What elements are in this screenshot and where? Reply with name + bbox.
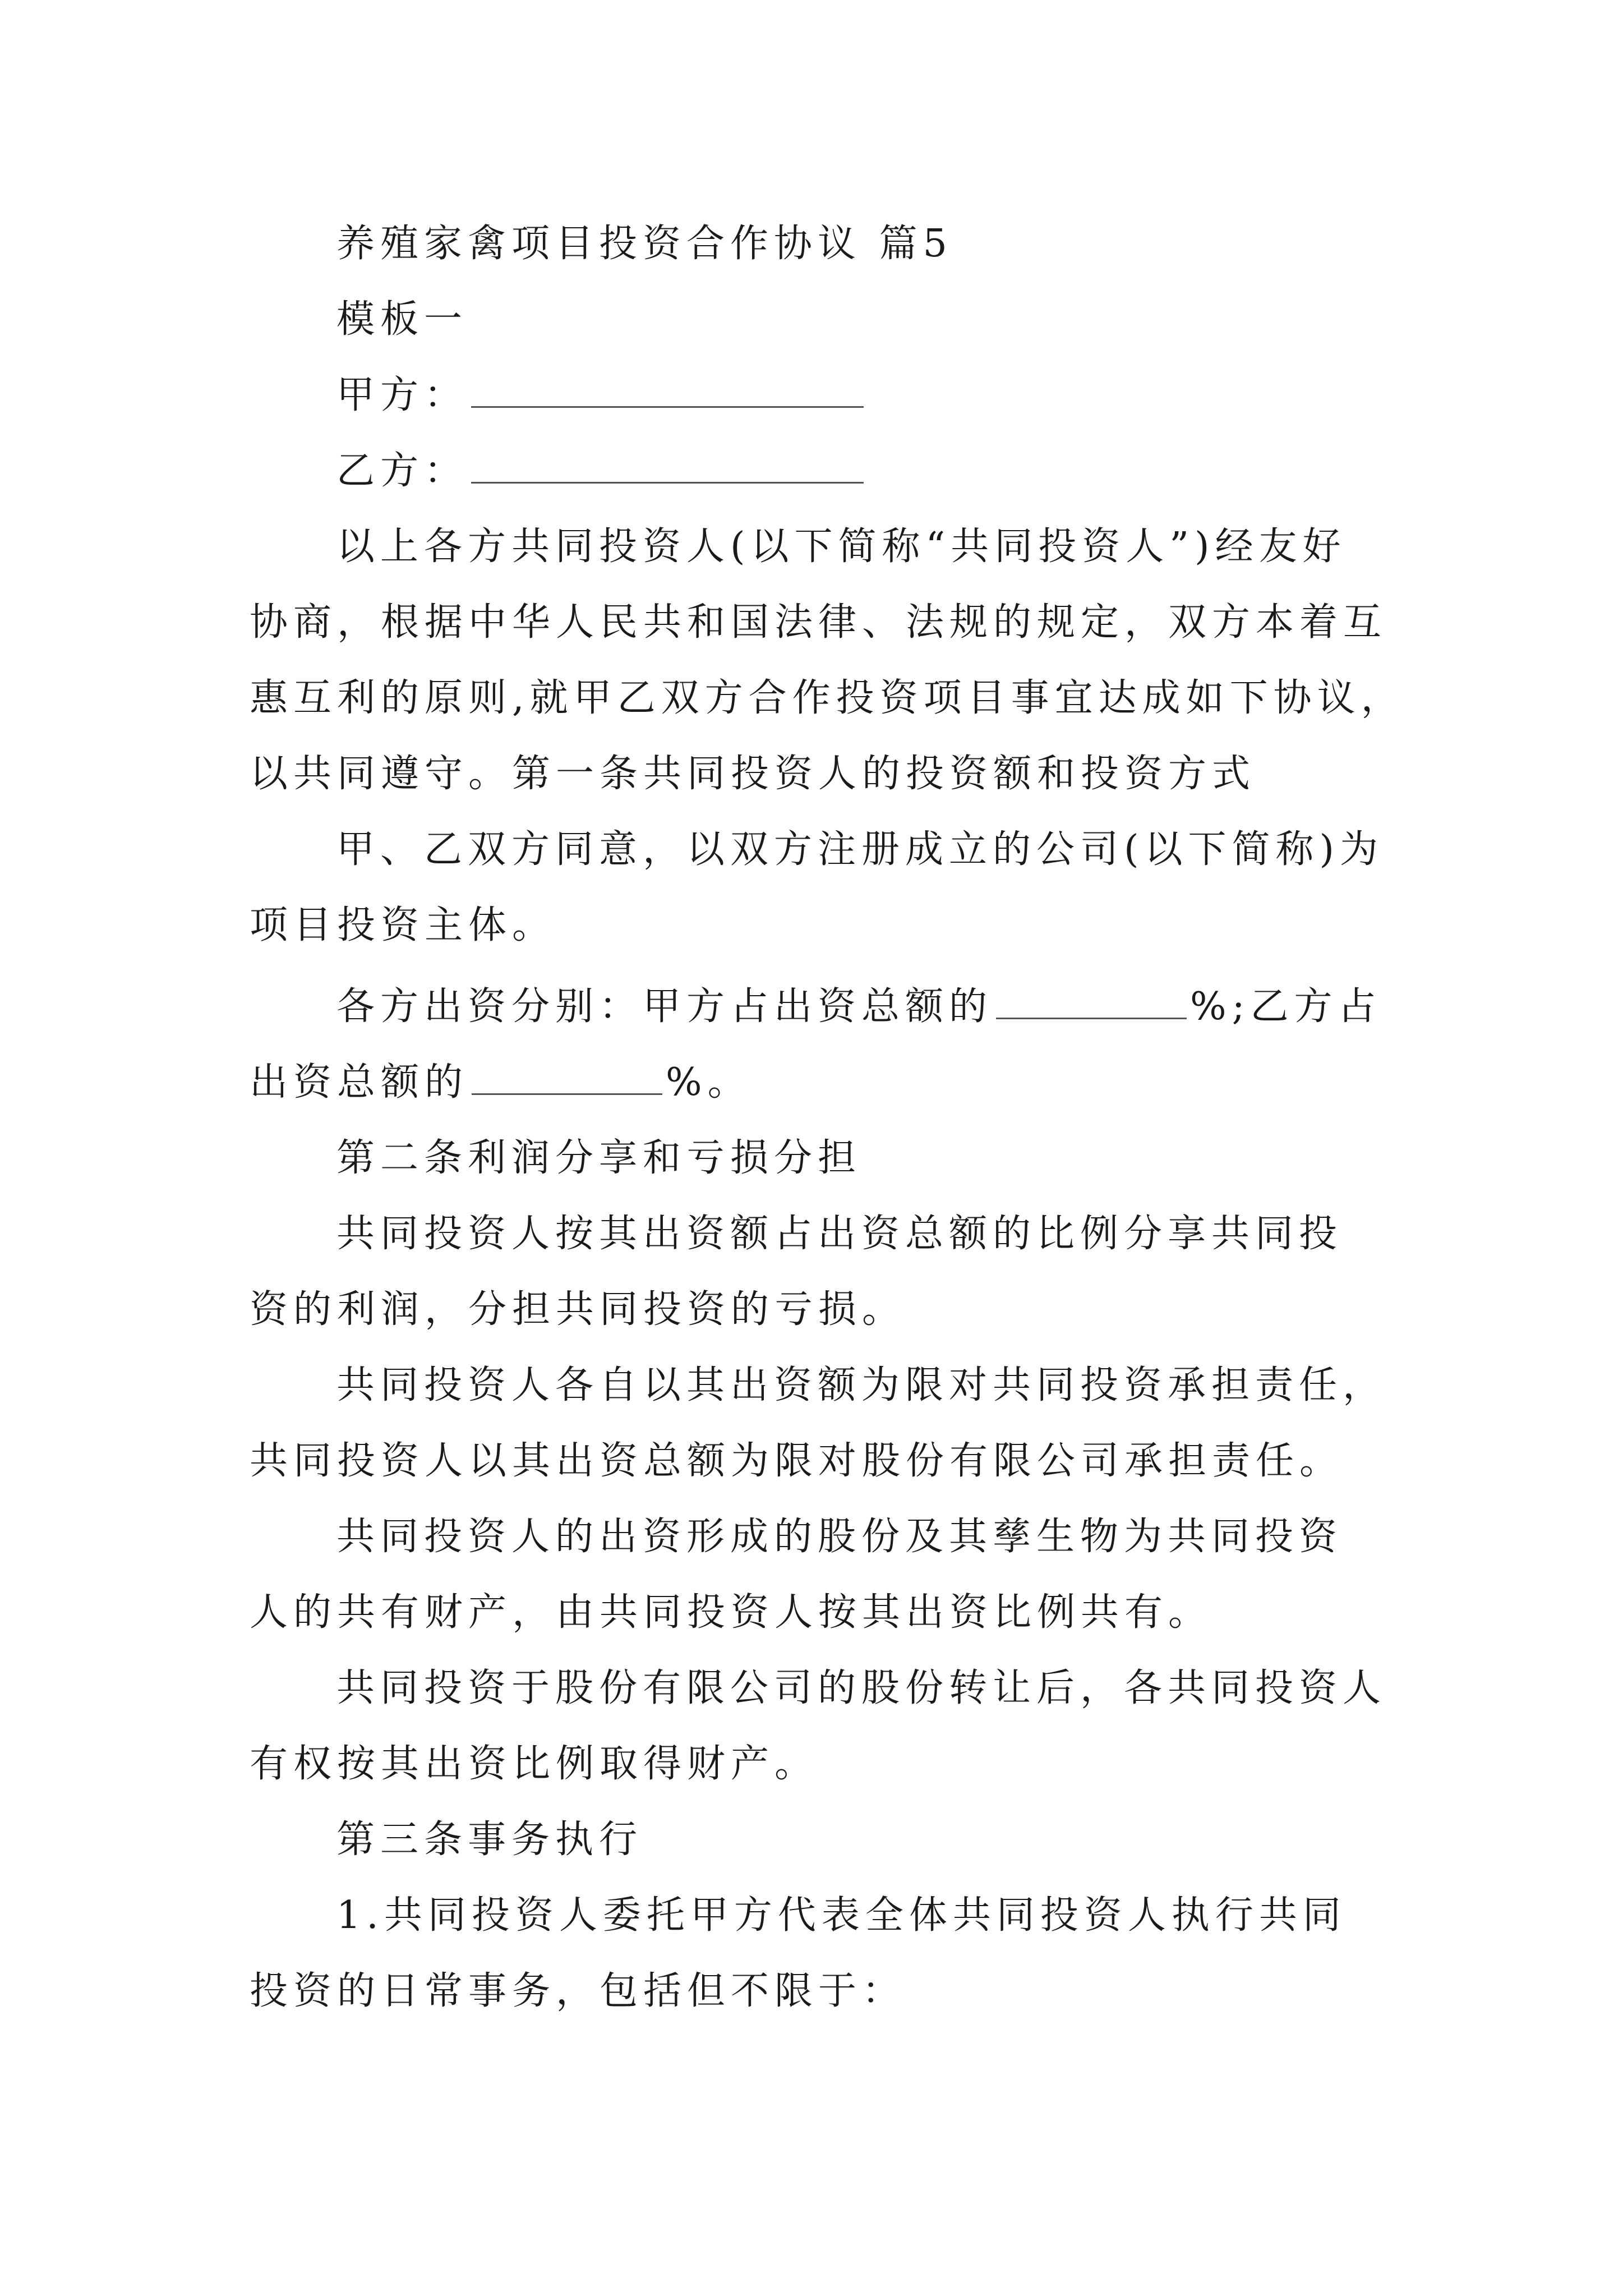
party-b-label: 乙方：	[336, 449, 468, 493]
entity-line-1: 甲、乙双方同意，以双方注册成立的公司(以下简称)为	[336, 827, 1384, 872]
contribution-b-blank	[472, 1061, 662, 1095]
contribution-b-suffix: %。	[666, 1060, 751, 1105]
party-a-line	[336, 373, 867, 418]
intro-line-1: 以上各方共同投资人(以下简称“共同投资人”)经友好	[336, 524, 1347, 569]
intro-line-2: 协商，根据中华人民共和国法律、法规的规定，双方本着互	[250, 600, 1387, 645]
template-label: 模板一	[336, 297, 468, 342]
article-3-heading: 第三条事务执行	[336, 1818, 643, 1862]
contribution-b-prefix: 出资总额的	[250, 1060, 469, 1105]
contribution-a-blank	[996, 985, 1187, 1019]
article-2-line-7: 共同投资于股份有限公司的股份转让后，各共同投资人	[336, 1666, 1387, 1710]
entity-line-2: 项目投资主体。	[250, 903, 556, 947]
article-2-line-6: 人的共有财产，由共同投资人按其出资比例共有。	[250, 1590, 1212, 1635]
intro-line-4: 以共同遵守。第一条共同投资人的投资额和投资方式	[250, 752, 1256, 796]
article-3-line-2: 投资的日常事务，包括但不限于：	[250, 1969, 906, 2013]
contribution-a-suffix: %;乙方占	[1190, 984, 1382, 1029]
article-2-line-1: 共同投资人按其出资额占出资总额的比例分享共同投	[336, 1212, 1343, 1256]
intro-line-3: 惠互利的原则,就甲乙双方合作投资项目事宜达成如下协议，	[250, 676, 1405, 720]
document-title: 养殖家禽项目投资合作协议 篇5	[336, 222, 953, 266]
article-2-heading: 第二条利润分享和亏损分担	[336, 1136, 862, 1180]
party-a-label: 甲方：	[336, 373, 468, 417]
article-2-line-8: 有权按其出资比例取得财产。	[250, 1742, 819, 1786]
contribution-line-1	[336, 984, 1382, 1029]
article-3-line-1: 1.共同投资人委托甲方代表全体共同投资人执行共同	[336, 1893, 1347, 1938]
article-2-line-4: 共同投资人以其出资总额为限对股份有限公司承担责任。	[250, 1439, 1344, 1483]
party-a-blank	[471, 374, 864, 408]
article-2-line-2: 资的利润，分担共同投资的亏损。	[250, 1287, 906, 1332]
contribution-line-2	[250, 1060, 751, 1105]
party-b-blank	[471, 449, 864, 484]
article-2-line-3: 共同投资人各自以其出资额为限对共同投资承担责任，	[336, 1363, 1387, 1407]
party-b-line	[336, 449, 867, 494]
article-2-line-5: 共同投资人的出资形成的股份及其孳生物为共同投资	[336, 1515, 1343, 1559]
contribution-a-prefix: 各方出资分别：甲方占出资总额的	[336, 984, 993, 1029]
